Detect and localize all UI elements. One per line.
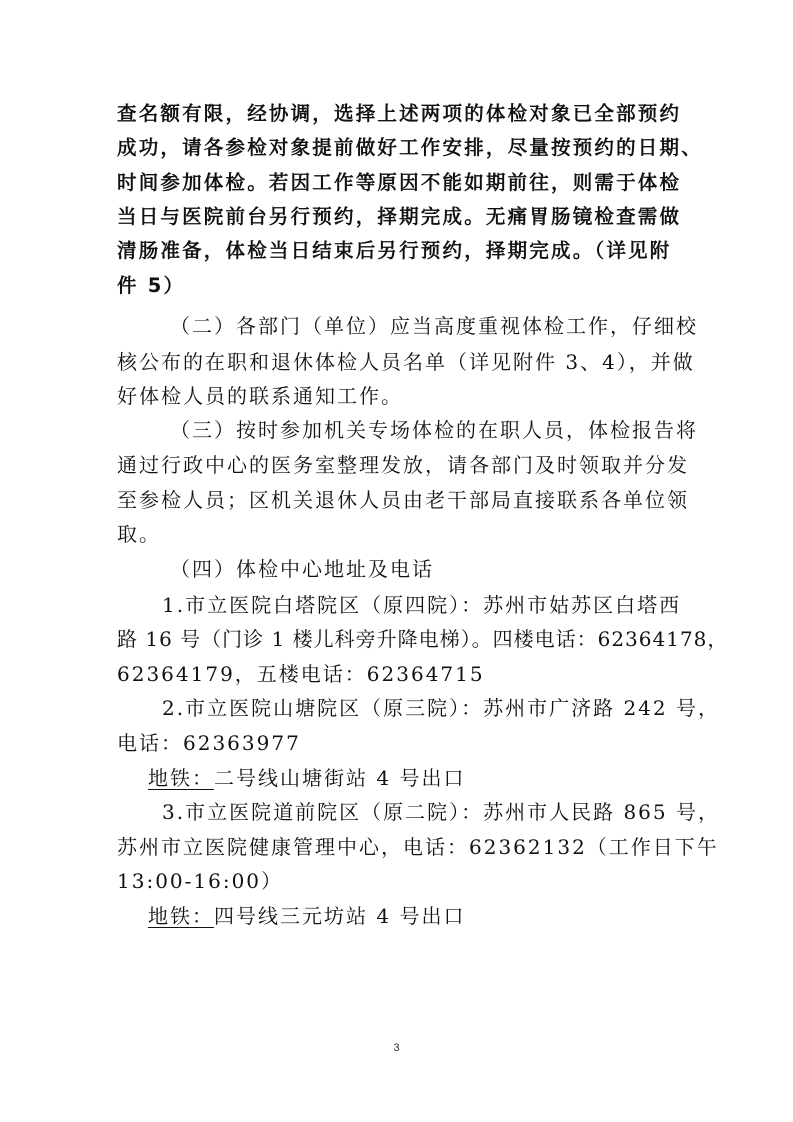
address-item-3-line: 苏州市立医院健康管理中心，电话：62362132（工作日下午 xyxy=(117,835,719,859)
metro-info: 四号线三元坊站 4 号出口 xyxy=(214,904,466,928)
section-3-line: 通过行政中心的医务室整理发放，请各部门及时领取并分发 xyxy=(117,453,689,477)
section-3-line: （三）按时参加机关专场体检的在职人员，体检报告将 xyxy=(170,418,698,442)
metro-info: 二号线山塘街站 4 号出口 xyxy=(214,766,466,790)
address-item-1-line: 路 16 号（门诊 1 楼儿科旁升降电梯）。四楼电话：62364178， xyxy=(117,627,729,651)
section-4-heading: （四）体检中心地址及电话 xyxy=(170,557,434,581)
section-3-line: 至参检人员；区机关退休人员由老干部局直接联系各单位领 xyxy=(117,488,689,512)
bold-paragraph-line: 查名额有限，经协调，选择上述两项的体检对象已全部预约 xyxy=(117,102,682,125)
metro-line-3 xyxy=(148,904,465,928)
section-2-line: 核公布的在职和退休体检人员名单（详见附件 3、4），并做 xyxy=(117,350,695,374)
address-item-1-line: 62364179，五楼电话：62364715 xyxy=(117,662,485,686)
bold-paragraph-line: 清肠准备，体检当日结束后另行预约，择期完成。（详见附 xyxy=(117,239,672,262)
address-item-3-line: 13:00-16:00） xyxy=(117,869,284,893)
bold-paragraph-line: 当日与医院前台另行预约，择期完成。无痛胃肠镜检查需做 xyxy=(117,205,682,228)
address-item-2-line: 电话：62363977 xyxy=(117,731,301,755)
section-2-line: 好体检人员的联系通知工作。 xyxy=(117,384,403,408)
address-item-3-line: 3.市立医院道前院区（原二院）：苏州市人民路 865 号， xyxy=(162,800,720,824)
bold-paragraph-line: 时间参加体检。若因工作等原因不能如期前往，则需于体检 xyxy=(117,171,682,194)
section-3-line: 取。 xyxy=(117,522,161,546)
metro-label: 地铁： xyxy=(148,904,214,928)
section-2-line: （二）各部门（单位）应当高度重视体检工作，仔细校 xyxy=(170,314,698,338)
bold-paragraph-line: 件 5） xyxy=(117,274,186,297)
bold-paragraph-line: 成功，请各参检对象提前做好工作安排，尽量按预约的日期、 xyxy=(117,136,703,159)
address-item-2-line: 2.市立医院山塘院区（原三院）：苏州市广济路 242 号， xyxy=(162,696,720,720)
metro-line-2 xyxy=(148,766,465,790)
address-item-1-line: 1.市立医院白塔院区（原四院）：苏州市姑苏区白塔西 xyxy=(162,593,682,617)
page-number: 3 xyxy=(393,1042,400,1054)
metro-label: 地铁： xyxy=(148,766,214,790)
